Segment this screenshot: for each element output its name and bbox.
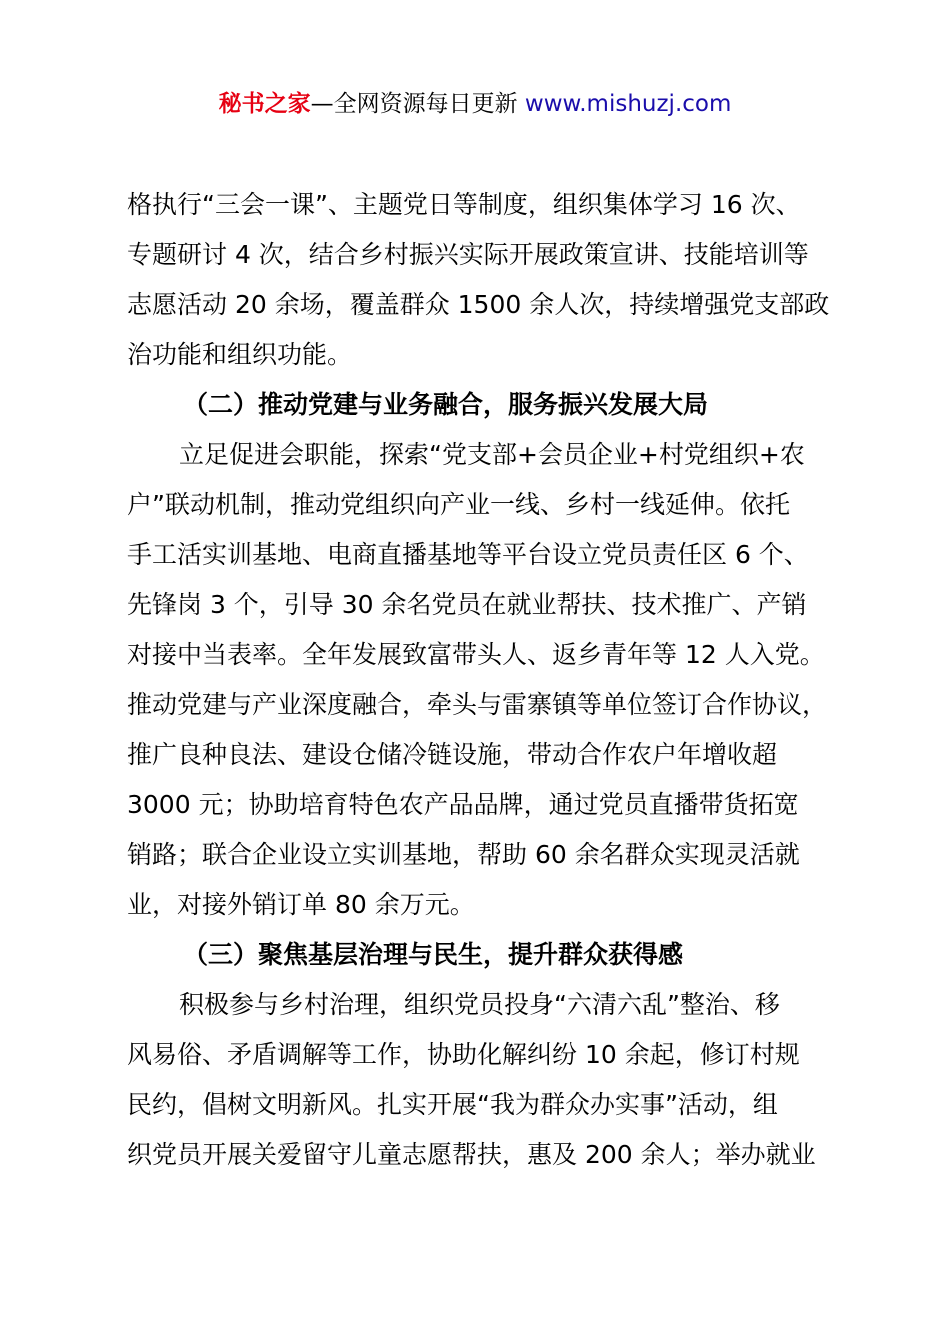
- section-heading-2: （二）推动党建与业务融合，服务振兴发展大局: [183, 390, 709, 419]
- paragraph-line: 业，对接外销订单 80 余万元。: [127, 890, 475, 919]
- paragraph-line: 手工活实训基地、电商直播基地等平台设立党员责任区 6 个、: [127, 540, 809, 569]
- paragraph-line: 治功能和组织功能。: [127, 340, 353, 369]
- header-tagline: —全网资源每日更新: [310, 91, 525, 117]
- paragraph-line: 推动党建与产业深度融合，牵头与雷寨镇等单位签订合作协议，: [127, 690, 828, 719]
- brand-name: 秘书之家: [218, 91, 311, 117]
- paragraph-line: 织党员开展关爱留守儿童志愿帮扶，惠及 200 余人；举办就业: [127, 1140, 816, 1169]
- paragraph-line: 风易俗、矛盾调解等工作，协助化解纠纷 10 余起，修订村规: [127, 1040, 800, 1069]
- site-header: [0, 86, 950, 122]
- paragraph-line: 推广良种良法、建设仓储冷链设施，带动合作农户年增收超: [127, 740, 778, 769]
- paragraph-line: 3000 元；协助培育特色农产品品牌，通过党员直播带货拓宽: [127, 790, 799, 819]
- paragraph-line: 志愿活动 20 余场，覆盖群众 1500 余人次，持续增强党支部政: [127, 290, 830, 319]
- paragraph-line: 先锋岗 3 个，引导 30 余名党员在就业帮扶、技术推广、产销: [127, 590, 807, 619]
- site-url-link[interactable]: www.mishuzj.com: [524, 91, 732, 117]
- section-heading-3: （三）聚焦基层治理与民生，提升群众获得感: [183, 940, 684, 969]
- paragraph-line: 积极参与乡村治理，组织党员投身“六清六乱”整治、移: [179, 990, 780, 1019]
- paragraph-line: 销路；联合企业设立实训基地，帮助 60 余名群众实现灵活就: [127, 840, 800, 869]
- paragraph-line: 民约，倡树文明新风。扎实开展“我为群众办实事”活动，组: [127, 1090, 778, 1119]
- paragraph-line: 专题研讨 4 次，结合乡村振兴实际开展政策宣讲、技能培训等: [127, 240, 809, 269]
- paragraph-line: 立足促进会职能，探索“党支部+会员企业+村党组织+农: [179, 440, 805, 469]
- paragraph-line: 对接中当表率。全年发展致富带头人、返乡青年等 12 人入党。: [127, 640, 825, 669]
- paragraph-line: 户”联动机制，推动党组织向产业一线、乡村一线延伸。依托: [127, 490, 790, 519]
- document-body: [127, 180, 842, 1180]
- paragraph-line: 格执行“三会一课”、主题党日等制度，组织集体学习 16 次、: [127, 190, 801, 219]
